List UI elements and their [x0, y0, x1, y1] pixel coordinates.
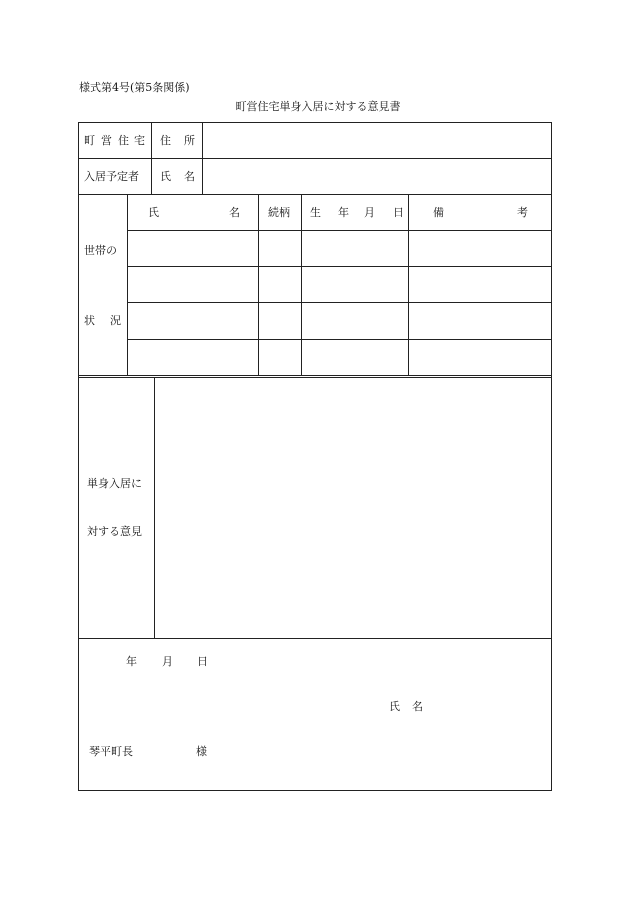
address-field[interactable]	[204, 124, 550, 157]
household-col-divider-1	[258, 194, 259, 376]
col-name-1: 氏	[148, 206, 159, 219]
row3-remarks-cell[interactable]	[410, 304, 550, 338]
household-row-divider-3	[127, 339, 552, 340]
document-title: 町営住宅単身入居に対する意見書	[235, 100, 401, 113]
opinion-label-line1: 単身入居に	[87, 477, 142, 490]
opinion-section-bottom	[78, 638, 552, 639]
row3-birthdate-cell[interactable]	[303, 304, 407, 338]
opinion-label-divider	[154, 377, 155, 638]
applicant-row-divider	[78, 158, 552, 159]
row1-name-cell[interactable]	[129, 232, 257, 265]
signer-name-label-1: 氏	[389, 700, 400, 713]
row3-name-cell[interactable]	[129, 304, 257, 338]
date-day: 日	[197, 655, 208, 668]
household-header-bottom	[127, 230, 552, 231]
applicant-label-line2: 入居予定者	[84, 170, 139, 183]
name-label-1: 氏	[160, 170, 171, 183]
row4-name-cell[interactable]	[129, 341, 257, 374]
applicant-col-divider-2	[202, 122, 203, 194]
household-row-divider-2	[127, 302, 552, 303]
row2-remarks-cell[interactable]	[410, 268, 550, 301]
honorific: 様	[196, 745, 207, 758]
col-birth-3: 月	[364, 206, 375, 219]
col-birth-4: 日	[393, 206, 404, 219]
household-col-divider-2	[301, 194, 302, 376]
address-label-1: 住	[160, 134, 171, 147]
signer-name-label-2: 名	[412, 700, 423, 713]
row1-birthdate-cell[interactable]	[303, 232, 407, 265]
household-row-divider-1	[127, 266, 552, 267]
household-label-bottom-1: 状	[84, 314, 95, 327]
row3-relationship-cell[interactable]	[260, 304, 300, 338]
applicant-label-line1: 町 営 住 宅	[84, 134, 145, 147]
col-name-2: 名	[229, 206, 240, 219]
household-label-bottom-2: 況	[110, 314, 121, 327]
opinion-field[interactable]	[156, 380, 550, 636]
name-label-2: 名	[184, 170, 195, 183]
row2-birthdate-cell[interactable]	[303, 268, 407, 301]
col-birth-2: 年	[338, 206, 349, 219]
col-remarks-1: 備	[433, 206, 444, 219]
household-section-bottom-double	[78, 377, 552, 378]
col-birth-1: 生	[310, 206, 321, 219]
applicant-col-divider-1	[151, 122, 152, 194]
row4-remarks-cell[interactable]	[410, 341, 550, 374]
row4-birthdate-cell[interactable]	[303, 341, 407, 374]
form-number: 様式第4号(第5条関係)	[79, 81, 190, 94]
row1-remarks-cell[interactable]	[410, 232, 550, 265]
applicant-section-bottom	[78, 194, 552, 195]
date-year: 年	[126, 655, 137, 668]
row1-relationship-cell[interactable]	[260, 232, 300, 265]
applicant-name-field[interactable]	[204, 160, 550, 193]
date-month: 月	[162, 655, 173, 668]
addressee: 琴平町長	[89, 745, 133, 758]
household-label-top: 世帯の	[84, 244, 117, 257]
row2-relationship-cell[interactable]	[260, 268, 300, 301]
address-label-2: 所	[184, 134, 195, 147]
household-col-divider-3	[408, 194, 409, 376]
col-relationship: 続柄	[268, 206, 290, 219]
household-section-bottom	[78, 375, 552, 376]
row4-relationship-cell[interactable]	[260, 341, 300, 374]
household-label-divider	[127, 194, 128, 376]
opinion-label-line2: 対する意見	[87, 525, 142, 538]
col-remarks-2: 考	[517, 206, 528, 219]
row2-name-cell[interactable]	[129, 268, 257, 301]
